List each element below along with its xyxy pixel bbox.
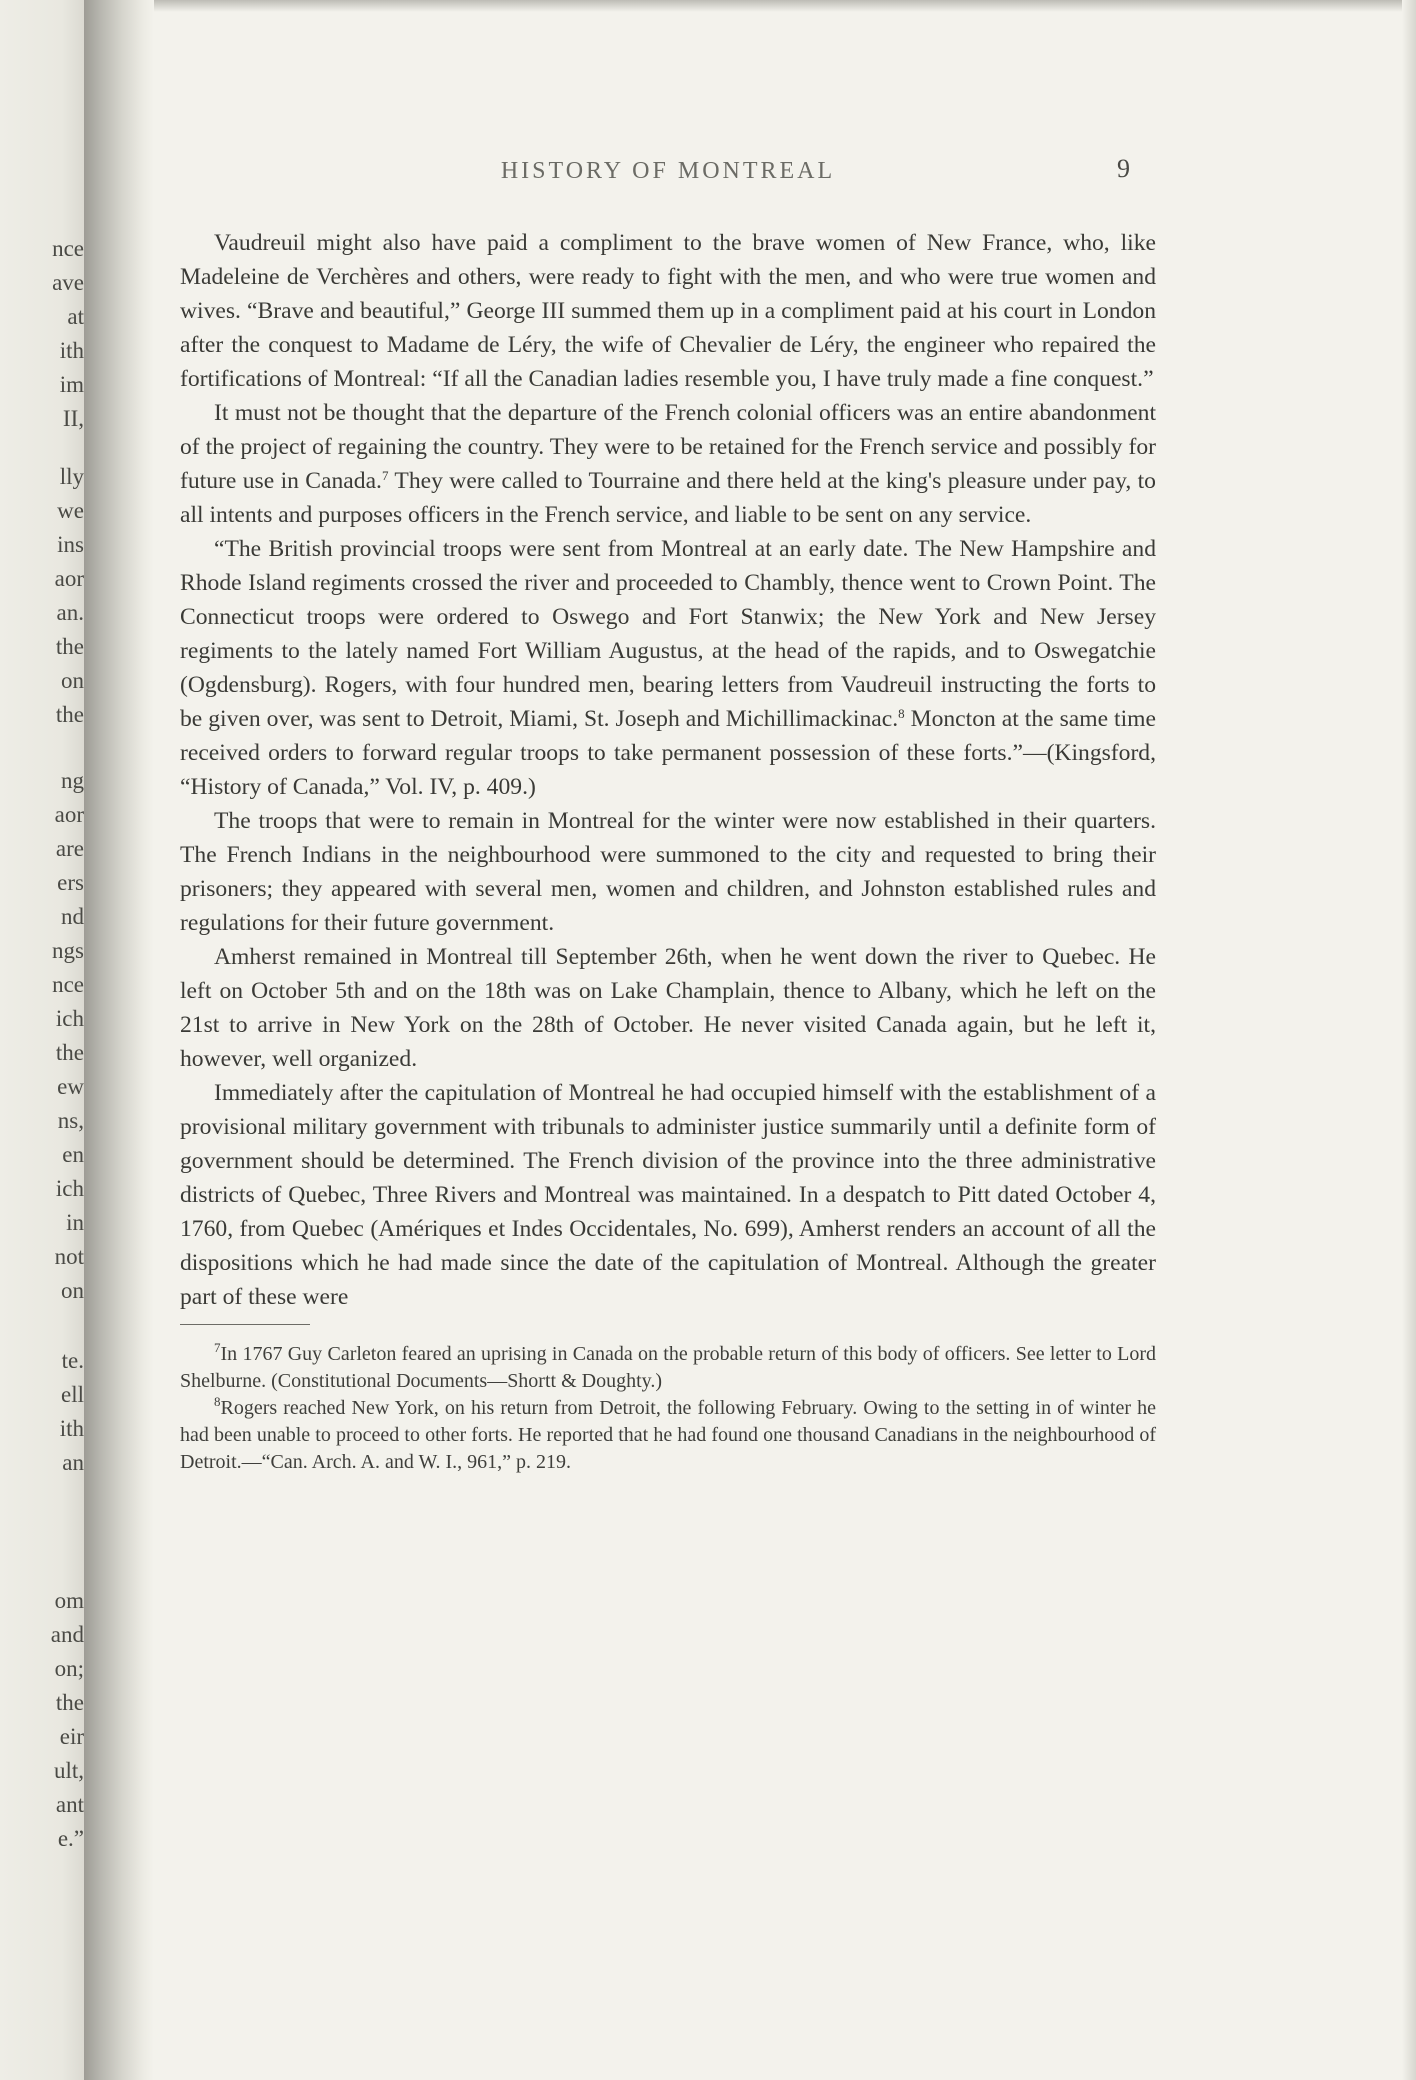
- facing-page-text-fragment: on;: [54, 1656, 84, 1681]
- facing-page-text-fragment: ith: [59, 1416, 84, 1441]
- facing-page-text-fragment: ins: [57, 532, 84, 557]
- facing-page-text-fragment: aor: [54, 802, 84, 827]
- facing-page-text-fragment: ith: [59, 338, 84, 363]
- footnote: [180, 1341, 1156, 1395]
- facing-page-text-fragment: an.: [56, 600, 84, 625]
- page-number: 9: [1117, 154, 1130, 183]
- paragraph: [180, 396, 1156, 532]
- paragraph: [180, 532, 1156, 804]
- footnote-reference: 7: [381, 468, 389, 483]
- book-gutter-shadow: [84, 0, 154, 2080]
- running-head: [180, 150, 1156, 190]
- facing-page-text-fragment: ant: [55, 1792, 84, 1817]
- facing-page-text-fragment: and: [50, 1622, 84, 1647]
- facing-page-text-fragment: nce: [52, 236, 84, 261]
- footnote: [180, 1395, 1156, 1476]
- facing-page-text-fragment: ell: [61, 1382, 84, 1407]
- facing-page-text-fragment: II,: [62, 406, 84, 431]
- book-page: [180, 150, 1156, 1476]
- facing-page-text-fragment: at: [67, 304, 84, 329]
- facing-page-text-fragment: on: [61, 1278, 84, 1303]
- paragraph-text: Moncton at the same time received orders to forward regular troops to take permanent possession of these forts.”—(Kingsford, “History of Canada,” Vol. IV, p. 409.): [180, 706, 1156, 800]
- facing-page-text-fragment: aor: [54, 566, 84, 591]
- paragraph: Amherst remained in Montreal till September 26th, when he went down the river to Quebec. He left on October 5th and on the 18th was on Lake Champlain, thence to Albany, which he left on the 21st to arrive in New York on the 28th of October. He never visited Canada again, but he left it, however, well organized.: [180, 944, 1156, 1072]
- facing-page-text-fragment: in: [66, 1210, 84, 1235]
- running-title: HISTORY OF MONTREAL: [500, 158, 836, 184]
- facing-page-text-fragment: ave: [52, 270, 84, 295]
- facing-page-text-fragment: not: [54, 1244, 84, 1269]
- facing-page-text-fragment: eir: [59, 1724, 84, 1749]
- facing-page-text-fragment: nd: [61, 904, 84, 929]
- paragraph-text: It must not be thought that the departure of the French colonial officers was an entire abandonment of the project of regaining the country. They were to be retained for the French service and possibly for future use in Canada.: [180, 400, 1156, 494]
- facing-page-text-fragment: on: [61, 668, 84, 693]
- facing-page-text-fragment: te.: [61, 1348, 84, 1373]
- body-text: [180, 226, 1156, 1314]
- facing-page-text-fragment: om: [54, 1588, 84, 1613]
- facing-page-text-fragment: ich: [55, 1176, 84, 1201]
- footnote-marker: 8: [214, 1394, 221, 1409]
- facing-page-text-fragment: e.”: [57, 1826, 84, 1851]
- facing-page-text-fragment: ers: [57, 870, 84, 895]
- facing-page-text-fragment: im: [59, 372, 84, 397]
- facing-page-text-fragment: ngs: [52, 938, 84, 963]
- facing-page-text-fragment: the: [55, 1690, 84, 1715]
- facing-page-text-fragment: ich: [55, 1006, 84, 1031]
- facing-page-text-fragment: the: [55, 634, 84, 659]
- facing-page-text-fragment: en: [62, 1142, 84, 1167]
- facing-page-text-fragment: ew: [57, 1074, 84, 1099]
- paragraph: The troops that were to remain in Montreal for the winter were now established in their quarters. The French Indians in the neighbourhood were summoned to the city and requested to bring their prisoners; they appeared with several men, women and children, and Johnston established rules and regulations for their future government.: [180, 808, 1156, 936]
- facing-page-text-fragment: ng: [61, 768, 84, 793]
- page-top-shadow: [0, 0, 1416, 12]
- paragraph: Vaudreuil might also have paid a compliment to the brave women of New France, who, like Madeleine de Verchères and others, were ready to fight with the men, and who were true women and wives. “Brave and beautiful,” George III summed them up in a compliment paid at his court in London after the conquest to Madame de Léry, the wife of Chevalier de Léry, the engineer who repaired the fortifications of Montreal: “If all the Canadian ladies resemble you, I have truly made a fine conquest.”: [180, 230, 1156, 392]
- facing-page-text-fragment: the: [55, 1040, 84, 1065]
- footnotes: [180, 1341, 1156, 1476]
- footnote-divider: [180, 1324, 310, 1325]
- facing-page-text-fragment: an: [62, 1450, 84, 1475]
- page-right-edge: [1402, 0, 1416, 2080]
- facing-page-text-fragment: nce: [52, 972, 84, 997]
- facing-page-text-fragment: the: [55, 702, 84, 727]
- footnote-text: Rogers reached New York, on his return from Detroit, the following February. Owing to the setting in of winter he had been unable to proceed to other forts. He reported that he had found one thousand Canadians in the neighbourhood of Detroit.—“Can. Arch. A. and W. I., 961,” p. 219.: [180, 1397, 1156, 1473]
- facing-page-text-fragment: we: [57, 498, 84, 523]
- facing-page-text-fragment: lly: [59, 464, 84, 489]
- footnote-marker: 7: [214, 1340, 221, 1355]
- facing-page-text-fragment: are: [55, 836, 84, 861]
- paragraph-text: They were called to Tourraine and there held at the king's pleasure under pay, to all intents and purposes officers in the French service, and liable to be sent on any service.: [180, 468, 1156, 528]
- facing-page-text-fragment: ns,: [57, 1108, 84, 1133]
- facing-page-edge: [0, 0, 88, 2080]
- footnote-reference: 8: [898, 706, 905, 721]
- paragraph-text: “The British provincial troops were sent from Montreal at an early date. The New Hampshire and Rhode Island regiments crossed the river and proceeded to Chambly, thence went to Crown Point. The Connecticut troops were ordered to Oswego and Fort Stanwix; the New York and New Jersey regiments to the lately named Fort William Augustus, at the head of the rapids, and to Oswegatchie (Ogdensburg). Rogers, with four hundred men, bearing letters from Vaudreuil instructing the forts to be given over, was sent to Detroit, Miami, St. Joseph and Michillimackinac.: [180, 536, 1156, 732]
- paragraph: Immediately after the capitulation of Montreal he had occupied himself with the establishment of a provisional military government with tribunals to administer justice summarily until a definite form of government should be determined. The French division of the province into the three administrative districts of Quebec, Three Rivers and Montreal was maintained. In a despatch to Pitt dated October 4, 1760, from Quebec (Amériques et Indes Occidentales, No. 699), Amherst renders an account of all the dispositions which he had made since the date of the capitulation of Montreal. Although the greater part of these were: [180, 1080, 1156, 1310]
- footnote-text: In 1767 Guy Carleton feared an uprising in Canada on the probable return of this body of officers. See letter to Lord Shelburne. (Constitutional Documents—Shortt & Doughty.): [180, 1343, 1156, 1392]
- facing-page-text-fragment: ult,: [53, 1758, 84, 1783]
